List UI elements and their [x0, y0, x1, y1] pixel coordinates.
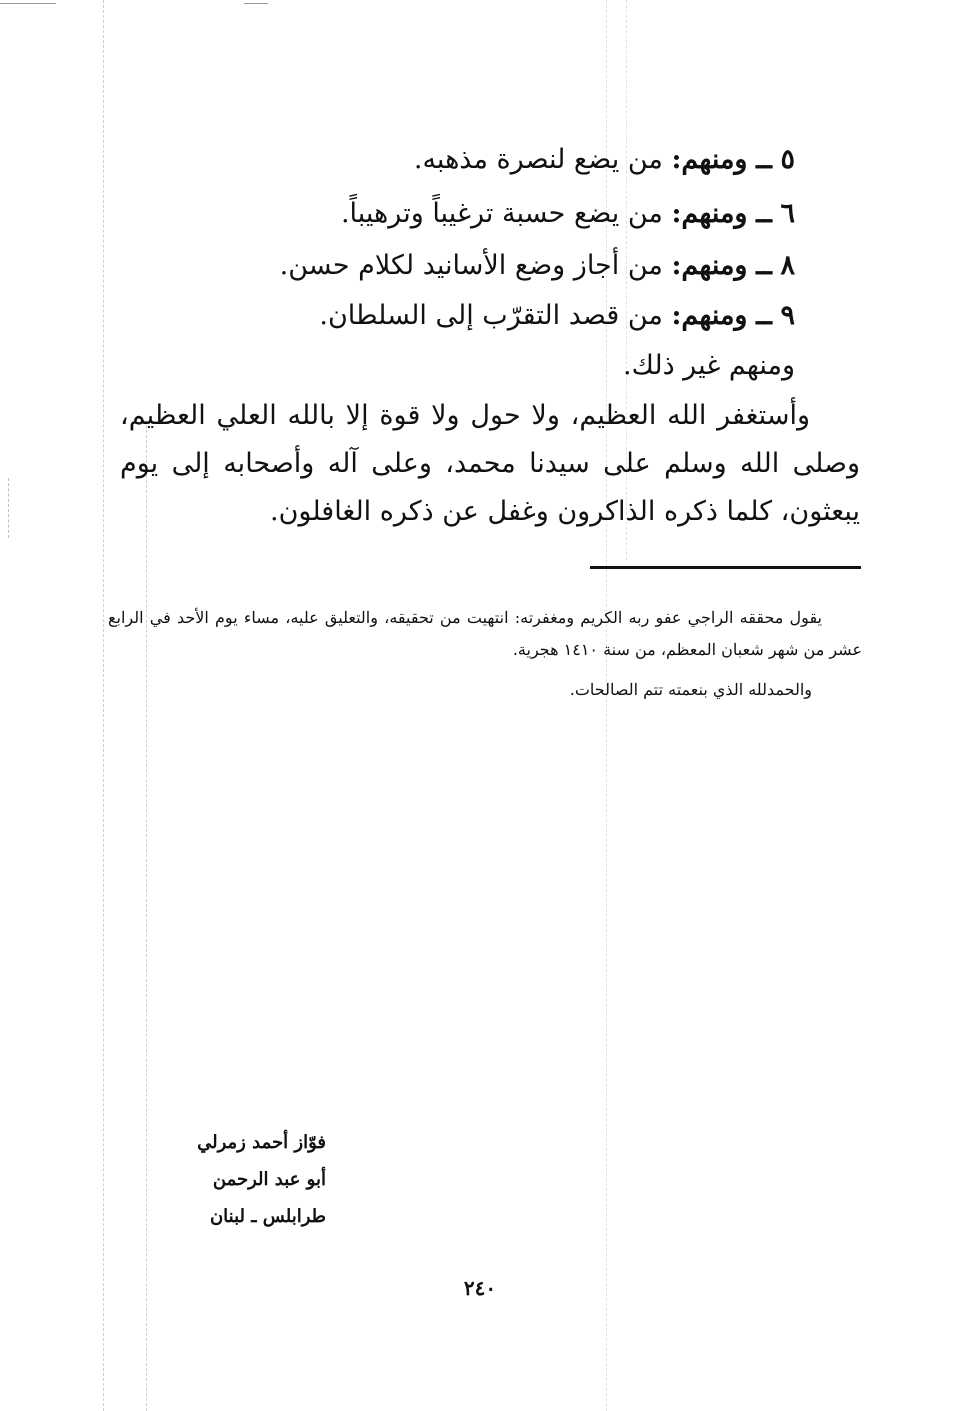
item-number: ٦ [780, 198, 795, 229]
footnote-separator [590, 566, 861, 569]
scan-edge-line [244, 3, 268, 4]
item-number: ٩ [780, 300, 795, 331]
item-lead: ومنهم: [671, 144, 748, 175]
item-lead: ومنهم: [671, 300, 748, 331]
item-lead: ومنهم: [671, 250, 748, 281]
list-item [341, 200, 795, 227]
item-dash: ــ [756, 198, 772, 229]
signature-name: فوّاز أحمد زمرلي [197, 1132, 326, 1153]
item-dash: ــ [756, 300, 772, 331]
scan-artifact-line [146, 420, 147, 1411]
item-dash: ــ [756, 250, 772, 281]
item-number: ٥ [780, 144, 795, 175]
item-number: ٨ [780, 250, 795, 281]
item-lead: ومنهم: [671, 198, 748, 229]
page-number: ٢٤٠ [463, 1276, 497, 1300]
closing-paragraph: وأستغفر الله العظيم، ولا حول ولا قوة إلا بالله العلي العظيم، وصلى الله وسلم على سيدنا محمد، وعلى آله وأصحابه إلى يوم يبعثون، كلما ذكره الذاكرون وغفل عن ذكره الغافلون. [120, 400, 860, 527]
item-text: من يضع لنصرة مذهبه. [413, 144, 663, 175]
footnote-closing: والحمدلله الذي بنعمته تتم الصالحات. [569, 680, 812, 699]
footnote-text: يقول محققه الراجي عفو ربه الكريم ومغفرته: انتهيت من تحقيقه، والتعليق عليه، مساء يوم الأحد في الرابع عشر من شهر شعبان المعظم، من سنة ١٤١٠ هجرية. [108, 608, 862, 659]
list-item [319, 302, 795, 329]
item-text: من يضع حسبة ترغيباً وترهيباً. [340, 198, 663, 229]
signature-kunya: أبو عبد الرحمن [212, 1169, 326, 1190]
signature-place: طرابلس ـ لبنان [209, 1206, 326, 1227]
list-item [414, 146, 795, 173]
list-item [280, 252, 795, 279]
item-text: من قصد التقرّب إلى السلطان. [319, 300, 663, 331]
item-text: من أجاز وضع الأسانيد لكلام حسن. [279, 250, 663, 281]
other-line: ومنهم غير ذلك. [623, 350, 795, 381]
scan-artifact-line [8, 478, 9, 538]
item-dash: ــ [756, 144, 772, 175]
scan-artifact-line [103, 0, 104, 1411]
scan-edge-line [0, 3, 56, 4]
